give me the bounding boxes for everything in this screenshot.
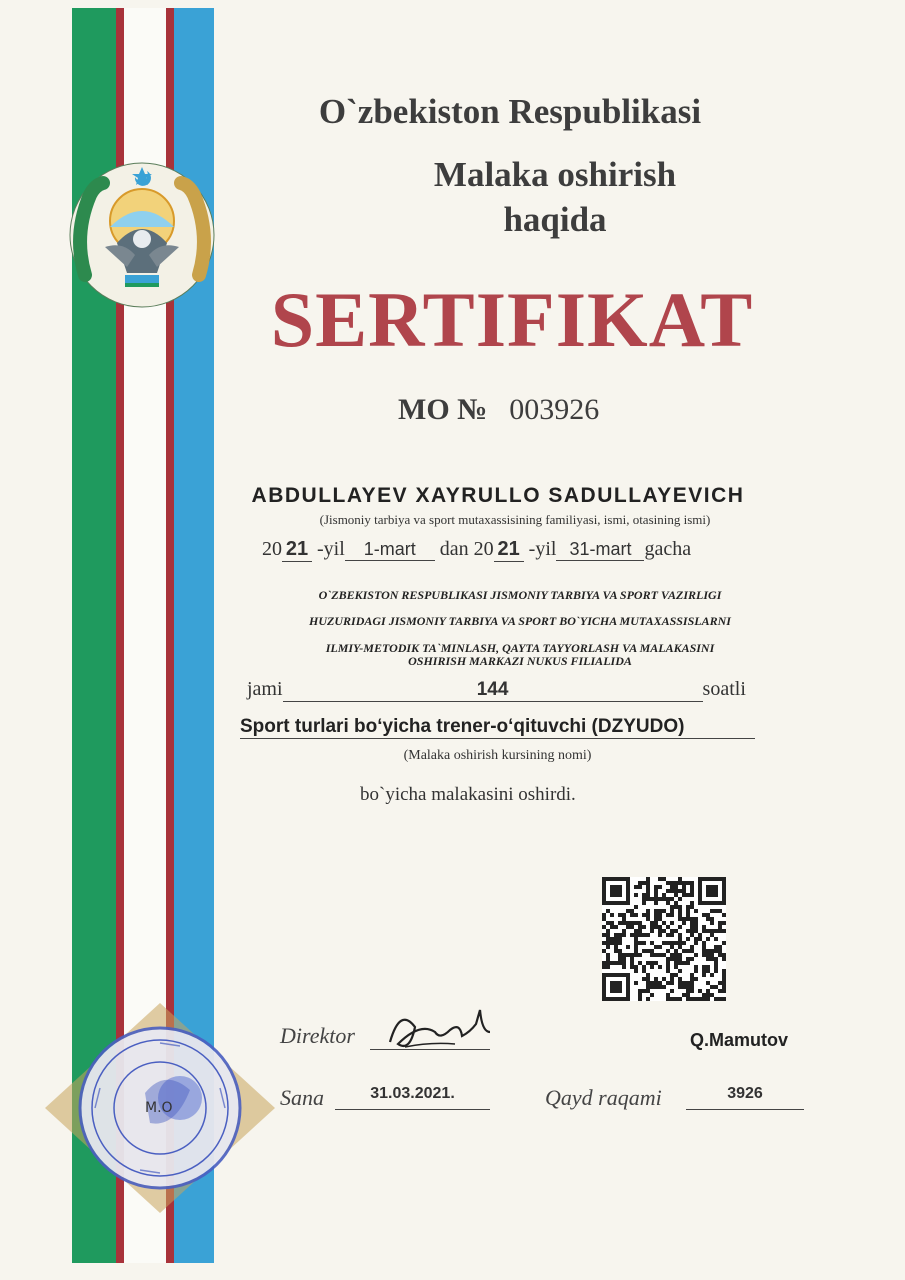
- start-year-suffix: 21: [282, 538, 312, 562]
- holder-full-name: ABDULLAYEV XAYRULLO SADULLAYEVICH: [251, 484, 745, 507]
- yil-label: -yil: [317, 538, 345, 560]
- hours-line: [247, 678, 746, 702]
- year-prefix: 20: [473, 538, 494, 560]
- state-emblem-icon: [65, 155, 220, 310]
- issue-date: 31.03.2021.: [335, 1085, 490, 1110]
- certificate-number: [398, 393, 599, 427]
- soatli-label: soatli: [702, 678, 746, 700]
- qr-code-icon: [602, 877, 726, 1001]
- certificate-number-value: 003926: [509, 393, 600, 426]
- qayd-raqami-label: Qayd raqami: [545, 1085, 662, 1110]
- institution-line-2: HUZURIDAGI JISMONIY TARBIYA VA SPORT BO`YICHA MUTAXASSISLARNI: [309, 614, 731, 628]
- holder-name-caption: (Jismoniy tarbiya va sport mutaxassisining familiyasi, ismi, otasining ismi): [319, 512, 711, 527]
- header-line-2: Malaka oshirish: [433, 155, 677, 194]
- course-name: Sport turlari bo‘yicha trener-o‘qituvchi (DZYUDO): [240, 716, 755, 739]
- completion-text: bo`yicha malakasini oshirdi.: [360, 784, 576, 805]
- course-name-caption: (Malaka oshirish kursining nomi): [403, 748, 592, 763]
- year-prefix: 20: [262, 538, 282, 560]
- director-signature: [380, 1002, 500, 1062]
- director-name: Q.Mamutov: [690, 1030, 789, 1050]
- sana-label: Sana: [280, 1085, 324, 1110]
- stamp-center-text: M.O: [145, 1100, 173, 1116]
- start-date: 1-mart: [345, 539, 435, 561]
- direktor-label: Direktor: [280, 1023, 355, 1048]
- end-date: 31-mart: [556, 539, 644, 561]
- institution-line-3: ILMIY-METODIK TA`MINLASH, QAYTA TAYYORLASH VA MALAKASINI: [325, 641, 715, 655]
- official-stamp: [40, 998, 280, 1218]
- hours-value: 144: [283, 679, 703, 702]
- certificate-series: MO №: [398, 393, 488, 426]
- jami-label: jami: [247, 678, 283, 700]
- institution-line-4: OSHIRISH MARKAZI NUKUS FILIALIDA: [408, 654, 632, 668]
- gacha-label: gacha: [644, 538, 692, 560]
- header-line-3: haqida: [503, 200, 607, 239]
- certificate-title: SERTIFIKAT: [270, 276, 754, 363]
- dan-label: dan: [439, 538, 469, 560]
- end-year-suffix: 21: [494, 538, 524, 562]
- institution-line-1: O`ZBEKISTON RESPUBLIKASI JISMONIY TARBIYA VA SPORT VAZIRLIGI: [318, 588, 722, 602]
- period-line: [262, 538, 691, 562]
- yil-label: -yil: [528, 538, 557, 560]
- registration-number: 3926: [686, 1085, 804, 1110]
- header-line-1: O`zbekiston Respublikasi: [318, 92, 702, 131]
